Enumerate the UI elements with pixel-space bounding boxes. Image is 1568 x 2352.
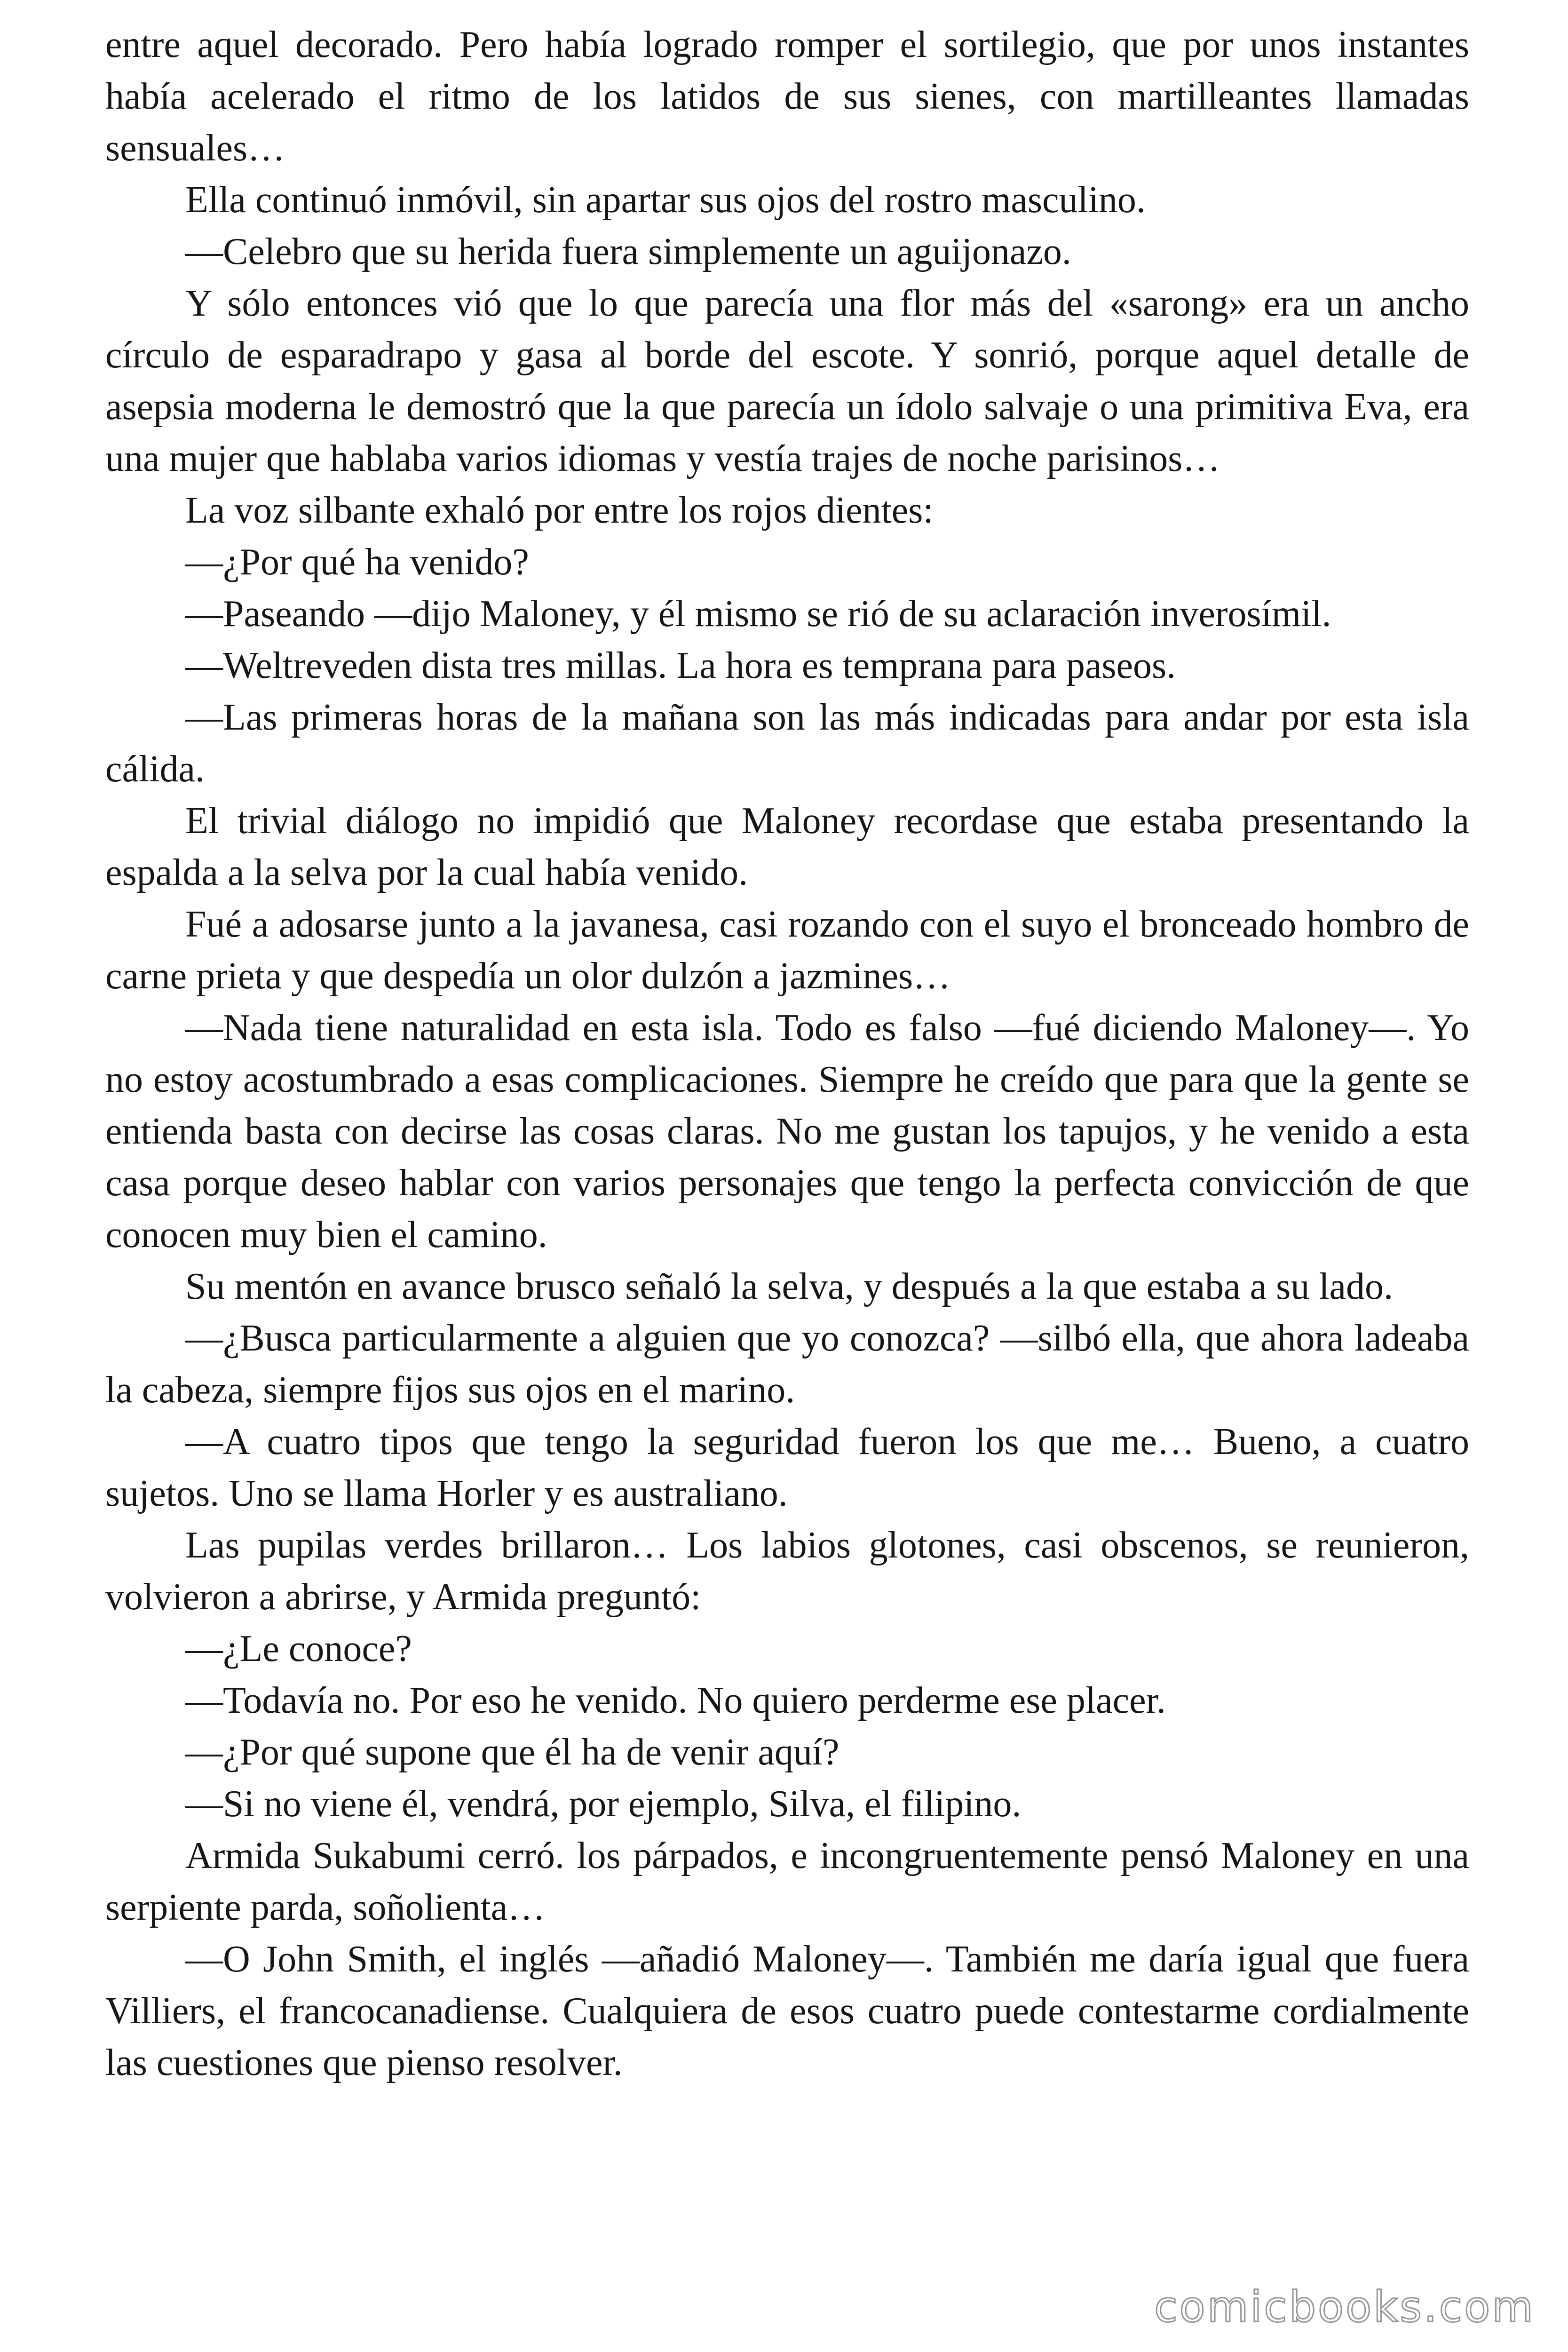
paragraph: —Si no viene él, vendrá, por ejemplo, Silva, el filipino.	[185, 1783, 1022, 1825]
paragraph: —Todavía no. Por eso he venido. No quiero perderme ese placer.	[185, 1680, 1166, 1721]
paragraph: —¿Busca particularmente a alguien que yo conozca? —silbó ella, que ahora ladeaba la cabeza, siempre fijos sus ojos en el marino.	[105, 1318, 1469, 1411]
paragraph: —Las primeras horas de la mañana son las más indicadas para andar por esta isla cálida.	[105, 697, 1469, 790]
paragraph: —Celebro que su herida fuera simplemente un aguijonazo.	[185, 231, 1071, 272]
paragraph-continuation: entre aquel decorado. Pero había logrado romper el sortilegio, que por unos instantes había acelerado el ritmo de los latidos de sus sienes, con martilleantes llamadas sensuales…	[105, 24, 1469, 169]
paragraph: Su mentón en avance brusco señaló la selva, y después a la que estaba a su lado.	[185, 1266, 1394, 1307]
paragraph: Fué a adosarse junto a la javanesa, casi rozando con el suyo el bronceado hombro de carne prieta y que despedía un olor dulzón a jazmines…	[105, 904, 1469, 997]
paragraph: Armida Sukabumi cerró. los párpados, e incongruentemente pensó Maloney en una serpiente parda, soñolienta…	[105, 1835, 1469, 1928]
paragraph: —¿Le conoce?	[185, 1628, 412, 1669]
paragraph: —O John Smith, el inglés —añadió Maloney—. También me daría igual que fuera Villiers, el francocanadiense. Cualquiera de esos cuatro puede contestarme cordialmente las cuestiones que pienso resolver.	[105, 1939, 1469, 2083]
paragraph: Y sólo entonces vió que lo que parecía una flor más del «sarong» era un ancho círculo de esparadrapo y gasa al borde del escote. Y sonrió, porque aquel detalle de asepsia moderna le demostró que la que parecía un ídolo salvaje o una primitiva Eva, era una mujer que hablaba varios idiomas y vestía trajes de noche parisinos…	[105, 283, 1469, 479]
paragraph: El trivial diálogo no impidió que Maloney recordase que estaba presentando la espalda a la selva por la cual había venido.	[105, 800, 1469, 893]
paragraph: Las pupilas verdes brillaron… Los labios glotones, casi obscenos, se reunieron, volvieron a abrirse, y Armida preguntó:	[105, 1525, 1469, 1618]
watermark: comicbooks.com	[1154, 2282, 1535, 2332]
paragraph: Ella continuó inmóvil, sin apartar sus ojos del rostro masculino.	[185, 179, 1146, 221]
book-page-text	[105, 19, 1469, 2089]
paragraph: —Nada tiene naturalidad en esta isla. Todo es falso —fué diciendo Maloney—. Yo no estoy acostumbrado a esas complicaciones. Siempre he creído que para que la gente se entienda basta con decirse las cosas claras. No me gustan los tapujos, y he venido a esta casa porque deseo hablar con varios personajes que tengo la perfecta convicción de que conocen muy bien el camino.	[105, 1007, 1469, 1255]
paragraph: —Paseando —dijo Maloney, y él mismo se rió de su aclaración inverosímil.	[185, 593, 1331, 635]
paragraph: —A cuatro tipos que tengo la seguridad fueron los que me… Bueno, a cuatro sujetos. Uno se llama Horler y es australiano.	[105, 1421, 1469, 1514]
paragraph: La voz silbante exhaló por entre los rojos dientes:	[185, 490, 934, 531]
paragraph: —Weltreveden dista tres millas. La hora es temprana para paseos.	[185, 645, 1176, 686]
paragraph: —¿Por qué supone que él ha de venir aquí?	[185, 1732, 839, 1773]
paragraph: —¿Por qué ha venido?	[185, 541, 529, 583]
